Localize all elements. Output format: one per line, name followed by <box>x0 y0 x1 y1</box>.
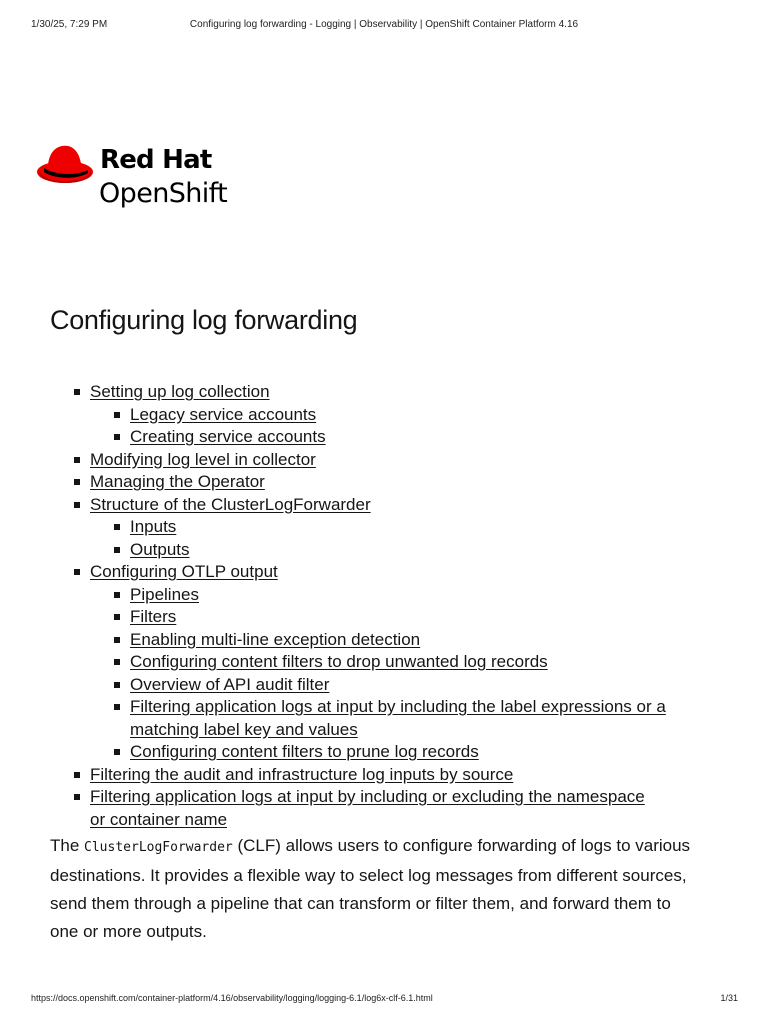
toc-subitem <box>90 741 690 764</box>
toc-link-filters[interactable]: Filters <box>130 607 177 626</box>
bullet-icon <box>114 547 120 553</box>
intro-text-before: The <box>50 836 85 855</box>
toc-item <box>50 494 690 562</box>
toc-link-legacy-service-accounts[interactable]: Legacy service accounts <box>130 404 317 424</box>
bullet-icon <box>74 772 80 778</box>
toc-link-outputs[interactable]: Outputs <box>130 539 190 559</box>
toc-subitem <box>90 404 690 427</box>
toc-link-content-filters-drop[interactable]: Configuring content filters to drop unwanted log records <box>130 652 548 671</box>
bullet-icon <box>74 794 80 800</box>
bullet-icon <box>114 524 120 530</box>
print-footer <box>0 993 768 1007</box>
bullet-icon <box>74 502 80 508</box>
bullet-icon <box>74 569 80 575</box>
toc-link-filter-audit-infra-inputs[interactable]: Filtering the audit and infrastructure log inputs by source <box>90 764 514 784</box>
toc-link-inputs[interactable]: Inputs <box>130 517 177 536</box>
page-number: 1/31 <box>720 993 738 1003</box>
toc-link-managing-the-operator[interactable]: Managing the Operator <box>90 472 265 491</box>
logo-product-text: OpenShift <box>99 178 228 209</box>
intro-paragraph <box>50 832 700 946</box>
toc-item <box>50 786 690 831</box>
red-hat-icon <box>36 142 94 188</box>
bullet-icon <box>114 682 120 688</box>
table-of-contents <box>50 381 690 831</box>
bullet-icon <box>114 659 120 665</box>
bullet-icon <box>74 389 80 395</box>
toc-subitem <box>90 606 690 629</box>
red-hat-openshift-logo[interactable] <box>36 140 256 220</box>
print-datetime: 1/30/25, 7:29 PM <box>31 19 108 30</box>
print-page-title: Configuring log forwarding - Logging | Observability | OpenShift Container Platform 4.16 <box>189 19 579 30</box>
page-title: Configuring log forwarding <box>50 305 358 335</box>
toc-item <box>50 764 690 787</box>
toc-link-multiline-exception-detection[interactable]: Enabling multi-line exception detection <box>130 629 421 649</box>
toc-subitem <box>90 584 690 607</box>
toc-link-pipelines[interactable]: Pipelines <box>130 584 199 604</box>
toc-item <box>50 561 690 764</box>
bullet-icon <box>114 412 120 418</box>
bullet-icon <box>114 434 120 440</box>
bullet-icon <box>114 614 120 620</box>
toc-subitem <box>90 651 690 674</box>
print-url: https://docs.openshift.com/container-platform/4.16/observability/logging/logging-6.1/log6x-clf-6.1.html <box>31 993 433 1003</box>
toc-subitem <box>90 696 690 741</box>
bullet-icon <box>114 637 120 643</box>
toc-link-creating-service-accounts[interactable]: Creating service accounts <box>130 427 326 446</box>
toc-subitem <box>90 539 690 562</box>
toc-subitem <box>90 426 690 449</box>
toc-item <box>50 449 690 472</box>
bullet-icon <box>114 704 120 710</box>
clf-code: ClusterLogForwarder <box>84 840 233 855</box>
toc-link-api-audit-filter[interactable]: Overview of API audit filter <box>130 674 330 694</box>
toc-link-setting-up-log-collection[interactable]: Setting up log collection <box>90 382 270 401</box>
toc-link-content-filters-prune[interactable]: Configuring content filters to prune log records <box>130 742 479 761</box>
toc-link-structure-of-clf[interactable]: Structure of the ClusterLogForwarder <box>90 494 371 514</box>
toc-list <box>50 381 690 831</box>
toc-item <box>50 381 690 449</box>
bullet-icon <box>74 457 80 463</box>
bullet-icon <box>74 479 80 485</box>
toc-link-filter-by-label-expressions[interactable]: Filtering application logs at input by including the label expressions or a matching label key and values <box>130 697 666 739</box>
bullet-icon <box>114 592 120 598</box>
toc-subitem <box>90 674 690 697</box>
toc-subitem <box>90 629 690 652</box>
toc-link-modifying-log-level[interactable]: Modifying log level in collector <box>90 449 316 469</box>
bullet-icon <box>114 749 120 755</box>
toc-link-configuring-otlp-output[interactable]: Configuring OTLP output <box>90 562 278 581</box>
logo-brand-text: Red Hat <box>100 145 212 175</box>
print-header <box>0 19 768 33</box>
toc-item <box>50 471 690 494</box>
toc-link-filter-by-namespace[interactable]: Filtering application logs at input by including or excluding the namespace or container name <box>90 787 645 829</box>
toc-subitem <box>90 516 690 539</box>
intro-text-after: (CLF) allows users to configure forwarding of logs to various destinations. It provides a flexible way to select log messages from different sources, send them through a pipeline that can transform or filter them, and forward them to one or more outputs. <box>50 836 691 941</box>
